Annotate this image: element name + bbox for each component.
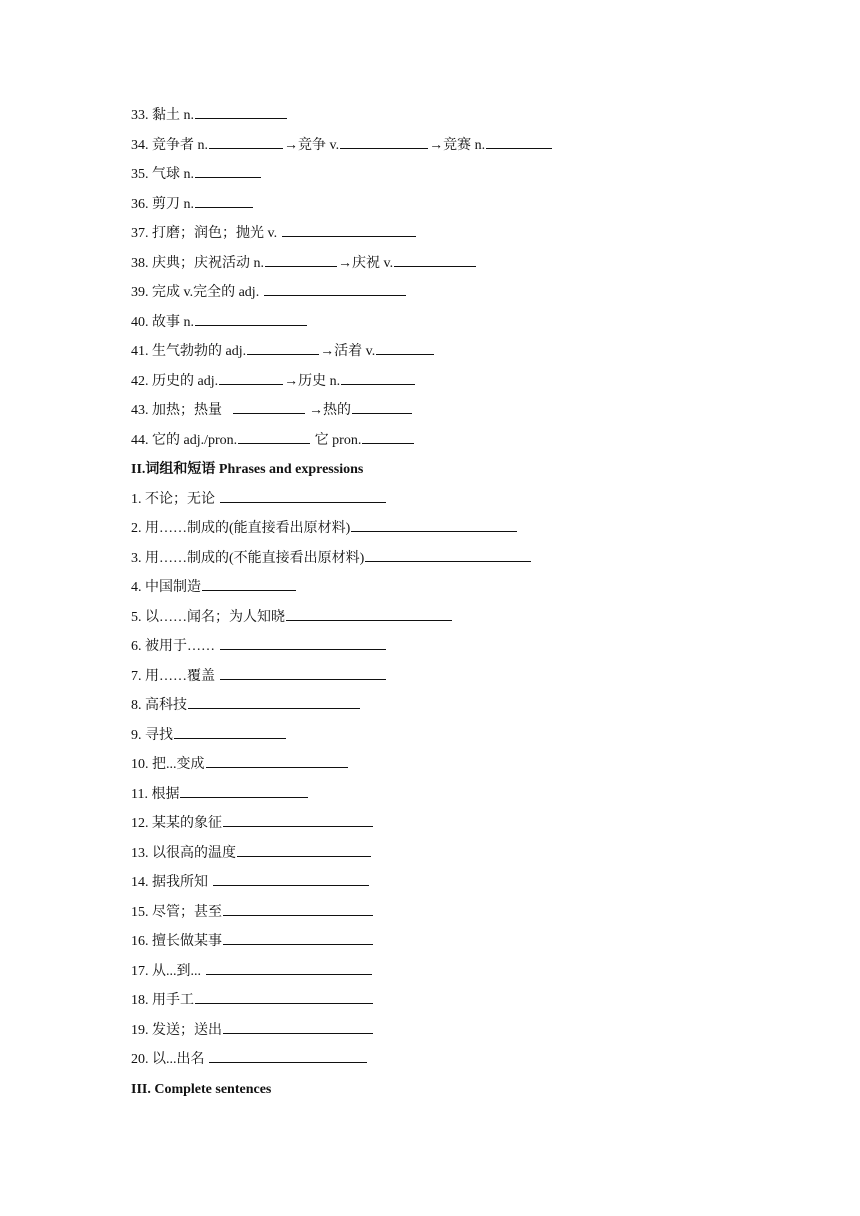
item-text: 1. 不论；无论 <box>131 491 219 507</box>
phrase-item-12 <box>131 809 751 839</box>
vocab-item-43 <box>131 396 751 426</box>
item-text: 15. 尽管；甚至 <box>131 904 222 920</box>
item-text: 39. 完成 v.完全的 adj. <box>131 285 263 300</box>
answer-blank[interactable] <box>195 163 261 178</box>
phrase-item-15 <box>131 898 751 928</box>
phrase-item-5 <box>131 603 751 633</box>
answer-blank[interactable] <box>352 399 412 414</box>
answer-blank[interactable] <box>195 104 287 119</box>
item-text: →历史 n. <box>284 373 341 389</box>
answer-blank[interactable] <box>394 252 476 267</box>
phrase-item-4 <box>131 573 751 603</box>
item-text: →竞争 v. <box>284 137 340 153</box>
vocab-item-39 <box>131 278 751 308</box>
answer-blank[interactable] <box>180 783 308 798</box>
vocab-item-41 <box>131 337 751 367</box>
phrase-item-19 <box>131 1016 751 1046</box>
answer-blank[interactable] <box>220 665 386 680</box>
worksheet-page <box>131 101 751 1104</box>
answer-blank[interactable] <box>351 517 517 532</box>
item-text: 17. 从...到... <box>131 963 205 979</box>
phrase-item-3 <box>131 544 751 574</box>
answer-blank[interactable] <box>209 1048 367 1063</box>
phrase-item-13 <box>131 839 751 869</box>
answer-blank[interactable] <box>376 340 434 355</box>
answer-blank[interactable] <box>174 724 286 739</box>
item-text: 10. 把...变成 <box>131 757 205 772</box>
section-heading-phrases: II.词组和短语 Phrases and expressions <box>131 462 364 477</box>
answer-blank[interactable] <box>223 930 373 945</box>
answer-blank[interactable] <box>195 311 307 326</box>
answer-blank[interactable] <box>206 753 348 768</box>
item-text: 4. 中国制造 <box>131 580 201 595</box>
item-text: 7. 用……覆盖 <box>131 668 219 684</box>
answer-blank[interactable] <box>238 429 310 444</box>
phrase-item-16 <box>131 927 751 957</box>
vocab-item-34 <box>131 131 751 161</box>
answer-blank[interactable] <box>340 134 428 149</box>
phrase-item-2 <box>131 514 751 544</box>
answer-blank[interactable] <box>223 812 373 827</box>
answer-blank[interactable] <box>247 340 319 355</box>
item-text: 20. 以...出名 <box>131 1052 208 1067</box>
answer-blank[interactable] <box>282 222 416 237</box>
item-text: 38. 庆典；庆祝活动 n. <box>131 255 264 271</box>
phrase-item-18 <box>131 986 751 1016</box>
vocab-item-37 <box>131 219 751 249</box>
vocab-item-35 <box>131 160 751 190</box>
item-text: 14. 据我所知 <box>131 875 212 890</box>
vocab-item-38 <box>131 249 751 279</box>
answer-blank[interactable] <box>220 488 386 503</box>
item-text: 18. 用手工 <box>131 993 194 1008</box>
item-text: 36. 剪刀 n. <box>131 196 194 212</box>
answer-blank[interactable] <box>486 134 552 149</box>
phrase-item-6 <box>131 632 751 662</box>
phrase-item-11 <box>131 780 751 810</box>
item-text: →热的 <box>305 403 351 418</box>
phrase-item-14 <box>131 868 751 898</box>
item-text: 9. 寻找 <box>131 727 173 743</box>
phrase-item-1 <box>131 485 751 515</box>
answer-blank[interactable] <box>188 694 360 709</box>
item-text: 19. 发送；送出 <box>131 1022 222 1038</box>
item-text: →庆祝 v. <box>338 255 394 271</box>
answer-blank[interactable] <box>237 842 371 857</box>
item-text: 43. 加热；热量 <box>131 403 226 418</box>
vocab-item-44 <box>131 426 751 456</box>
item-text: 37. 打磨；润色；抛光 v. <box>131 226 281 241</box>
item-text: →活着 v. <box>320 344 376 359</box>
answer-blank[interactable] <box>264 281 406 296</box>
item-text: 11. 根据 <box>131 786 180 802</box>
item-text: 40. 故事 n. <box>131 314 194 330</box>
answer-blank[interactable] <box>219 370 283 385</box>
item-text: 2. 用……制成的(能直接看出原材料) <box>131 521 351 536</box>
answer-blank[interactable] <box>206 960 372 975</box>
answer-blank[interactable] <box>233 399 305 414</box>
answer-blank[interactable] <box>362 429 414 444</box>
phrase-item-10 <box>131 750 751 780</box>
phrase-item-20 <box>131 1045 751 1075</box>
item-text: 它 pron. <box>311 432 362 448</box>
item-text: 13. 以很高的温度 <box>131 845 236 861</box>
item-text: 16. 擅长做某事 <box>131 934 222 949</box>
item-text: 8. 高科技 <box>131 698 187 713</box>
answer-blank[interactable] <box>223 1019 373 1034</box>
phrase-item-8 <box>131 691 751 721</box>
vocab-item-33 <box>131 101 751 131</box>
answer-blank[interactable] <box>265 252 337 267</box>
vocab-item-40 <box>131 308 751 338</box>
answer-blank[interactable] <box>341 370 415 385</box>
answer-blank[interactable] <box>223 901 373 916</box>
answer-blank[interactable] <box>286 606 452 621</box>
vocab-item-36 <box>131 190 751 220</box>
answer-blank[interactable] <box>202 576 296 591</box>
item-text: 42. 历史的 adj. <box>131 373 219 389</box>
item-text: 3. 用……制成的(不能直接看出原材料) <box>131 550 365 566</box>
item-text: 33. 黏土 n. <box>131 108 194 123</box>
answer-blank[interactable] <box>365 547 531 562</box>
item-text: 12. 某某的象征 <box>131 816 222 831</box>
phrase-item-9 <box>131 721 751 751</box>
answer-blank[interactable] <box>213 871 369 886</box>
item-text: 35. 气球 n. <box>131 167 194 182</box>
section-heading-sentences: III. Complete sentences <box>131 1081 272 1097</box>
item-text: 5. 以……闻名；为人知晓 <box>131 609 285 625</box>
phrase-item-7 <box>131 662 751 692</box>
answer-blank[interactable] <box>195 193 253 208</box>
item-text: 41. 生气勃勃的 adj. <box>131 344 247 359</box>
answer-blank[interactable] <box>209 134 283 149</box>
vocab-item-42 <box>131 367 751 397</box>
phrase-item-17 <box>131 957 751 987</box>
answer-blank[interactable] <box>195 989 373 1004</box>
item-text: →竞赛 n. <box>429 137 486 153</box>
item-text: 44. 它的 adj./pron. <box>131 432 238 448</box>
item-text: 6. 被用于…… <box>131 639 219 654</box>
answer-blank[interactable] <box>220 635 386 650</box>
item-text: 34. 竞争者 n. <box>131 137 208 153</box>
